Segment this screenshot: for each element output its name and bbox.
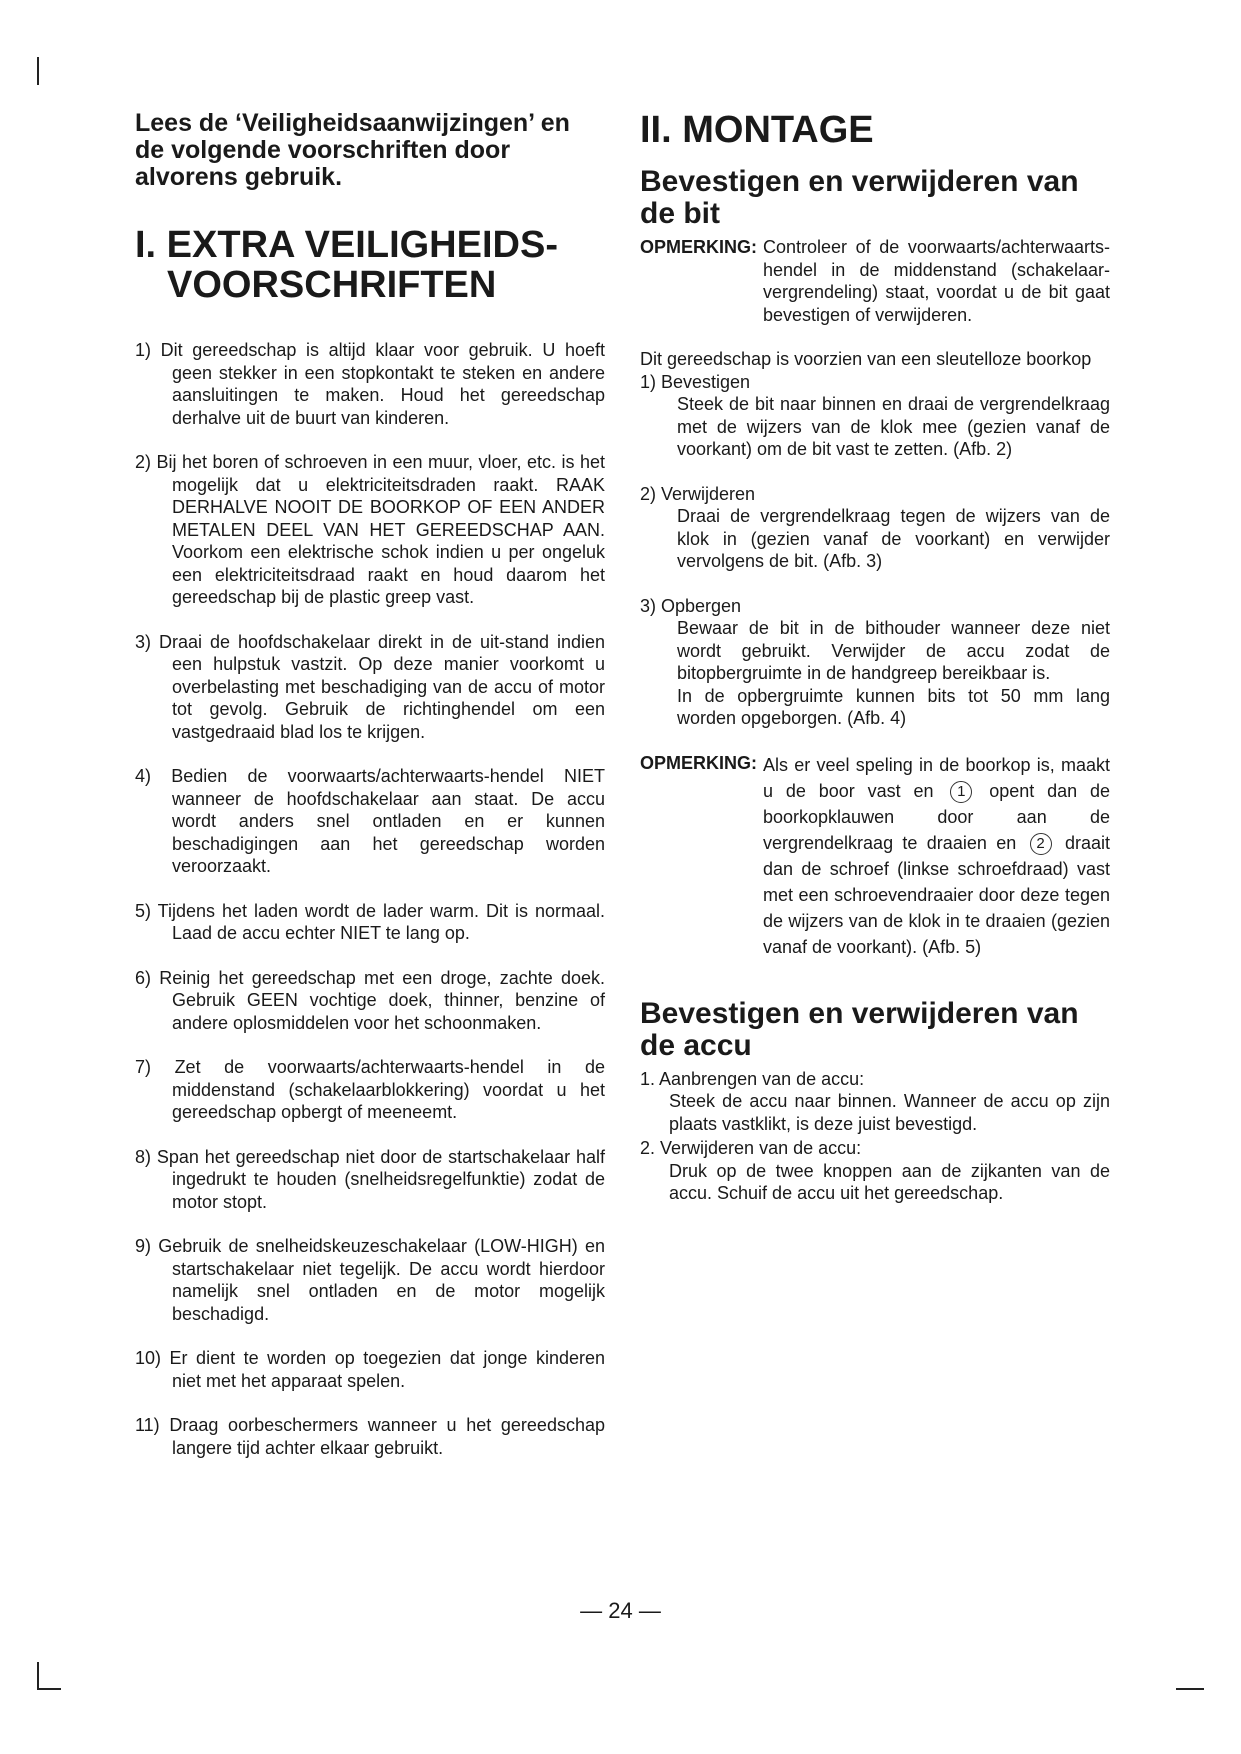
accu-step-attach-body: Steek de accu naar binnen. Wanneer de accu op zijn plaats vastklikt, is deze juist bevestigd. bbox=[669, 1091, 1110, 1134]
step-remove-body: Draai de vergrendelkraag tegen de wijzers van de klok in (gezien vanaf de voorkant) en verwijder vervolgens de bit. (Afb. 3) bbox=[677, 506, 1110, 571]
page-number: 24 bbox=[608, 1598, 633, 1623]
safety-item-8: 8) Span het gereedschap niet door de startschakelaar half ingedrukt te houden (snelheidsregelfunktie) zodat de motor stopt. bbox=[135, 1146, 605, 1212]
safety-item-10: 10) Er dient te worden op toegezien dat jonge kinderen niet met het apparaat spelen. bbox=[135, 1348, 605, 1391]
note-1 bbox=[640, 236, 1110, 326]
page-footer: — 24 — bbox=[580, 1598, 661, 1623]
safety-item-6: 6) Reinig het gereedschap met een droge, zachte doek. Gebruik GEEN vochtige doek, thinner, benzine of andere oplosmiddelen voor het schoonmaken. bbox=[135, 967, 605, 1033]
accu-step-remove-heading: 2. Verwijderen van de accu: bbox=[640, 1138, 862, 1158]
note-2-part-1: Als er veel speling in de boorkop is, maakt u de boor vast en bbox=[763, 754, 1110, 801]
crop-mark-bottom-left-vertical bbox=[37, 1662, 39, 1690]
safety-item-2: 2) Bij het boren of schroeven in een muur, vloer, etc. is het mogelijk dat u elektriciteitsdraden raakt. RAAK DERHALVE NOOIT DE BOORKOP OF EEN ANDER METALEN DEEL VAN HET GEREEDSCHAP AAN. Voorkom een elektrische schok indien u per ongeluk een elektriciteitsdraad raakt en houd daarom het gereedschap bij de plastic greep vast. bbox=[135, 452, 605, 607]
crop-mark-top-left bbox=[37, 57, 39, 85]
right-column bbox=[640, 110, 1110, 1227]
safety-item-4: 4) Bedien de voorwaarts/achterwaarts-hendel NIET wanneer de hoofdschakelaar aan staat. De accu wordt anders snel ontladen en er kunnen beschadigingen aan het gereedschap worden veroorzaakt. bbox=[135, 766, 605, 876]
step-store-body: Bewaar de bit in de bithouder wanneer deze niet wordt gebruikt. Verwijder de accu zodat de bitopbergruimte in de handgreep bereikbaar is. bbox=[677, 618, 1110, 683]
section-title-safety: I. EXTRA VEILIGHEIDS- VOORSCHRIFTEN bbox=[135, 224, 558, 306]
step-attach bbox=[640, 371, 1110, 461]
note-2-part-3: draait dan de schroef (linkse schroefdraad) vast met een schroevendraaier door deze tegen de wijzers van de klok in te draaien (gezien vanaf de voorkant). (Afb. 5) bbox=[763, 832, 1110, 957]
step-remove-heading: 2) Verwijderen bbox=[640, 483, 756, 504]
safety-item-11: 11) Draag oorbeschermers wanneer u het gereedschap langere tijd achter elkaar gebruikt. bbox=[135, 1415, 605, 1458]
note-2-part-2: opent dan de boorkopklauwen door aan de vergrendelkraag te draaien en bbox=[763, 780, 1110, 853]
safety-list bbox=[135, 339, 605, 1459]
accu-step-attach bbox=[640, 1068, 1110, 1136]
heading-accu: Bevestigen en verwijderen van de accu bbox=[640, 996, 1079, 1062]
safety-item-7: 7) Zet de voorwaarts/achterwaarts-hendel in de middenstand (schakelaarblokkering) voordat u het gereedschap opbergt of meeneemt. bbox=[135, 1057, 605, 1122]
note-label-2: OPMERKING: bbox=[640, 752, 757, 773]
accu-step-remove-body: Druk op de twee knoppen aan de zijkanten van de accu. Schuif de accu uit het gereedschap. bbox=[669, 1160, 1110, 1203]
left-column bbox=[135, 110, 605, 1481]
accu-step-remove bbox=[640, 1137, 1110, 1205]
safety-item-3: 3) Draai de hoofdschakelaar direkt in de uit-stand indien een hulpstuk vastzit. Op deze manier voorkomt u overbelasting met beschadiging van de accu of motor tot gevolg. Gebruik de richtinghendel om een vastgedraaid blad los te krijgen. bbox=[135, 631, 605, 742]
step-attach-heading: 1) Bevestigen bbox=[640, 371, 751, 392]
step-store bbox=[640, 595, 1110, 730]
crop-mark-bottom-right bbox=[1176, 1688, 1204, 1690]
note-2 bbox=[640, 752, 1110, 960]
step-attach-body: Steek de bit naar binnen en draai de vergrendelkraag met de wijzers van de klok mee (gezien vanaf de voorkant) om de bit vast te zetten. (Afb. 2) bbox=[677, 394, 1110, 459]
intro-text: Lees de ‘Veiligheidsaanwijzingen’ en de volgende voorschriften door alvorens gebruik. bbox=[135, 109, 570, 191]
circled-number-1: 1 bbox=[950, 781, 972, 803]
step-store-body-2: In de opbergruimte kunnen bits tot 50 mm lang worden opgeborgen. (Afb. 4) bbox=[677, 685, 1110, 728]
chuck-intro: Dit gereedschap is voorzien van een sleutelloze boorkop bbox=[640, 349, 1092, 369]
crop-mark-bottom-left-horizontal bbox=[37, 1688, 61, 1690]
note-label: OPMERKING: bbox=[640, 237, 757, 257]
step-store-heading: 3) Opbergen bbox=[640, 595, 742, 616]
safety-item-1: 1) Dit gereedschap is altijd klaar voor gebruik. U hoeft geen stekker in een stopkontakt te steken en andere aansluitingen te maken. Houd het gereedschap derhalve uit de buurt van kinderen. bbox=[135, 340, 605, 428]
accu-step-attach-heading: 1. Aanbrengen van de accu: bbox=[640, 1068, 865, 1089]
note-1-text: Controleer of de voorwaarts/achterwaarts-hendel in de middenstand (schakelaar-vergrendeling) staat, voordat u de bit gaat bevestigen of verwijderen. bbox=[763, 237, 1110, 325]
circled-number-2: 2 bbox=[1030, 833, 1052, 855]
note-2-text bbox=[763, 752, 1110, 960]
safety-item-9: 9) Gebruik de snelheidskeuzeschakelaar (LOW-HIGH) en startschakelaar niet tegelijk. De accu wordt hierdoor namelijk snel ontladen en de motor mogelijk beschadigd. bbox=[135, 1236, 605, 1324]
safety-item-5: 5) Tijdens het laden wordt de lader warm. Dit is normaal. Laad de accu echter NIET te lang op. bbox=[135, 900, 605, 943]
heading-bit: Bevestigen en verwijderen van de bit bbox=[640, 165, 1079, 230]
step-remove bbox=[640, 483, 1110, 573]
section-title-montage: II. MONTAGE bbox=[640, 109, 874, 151]
